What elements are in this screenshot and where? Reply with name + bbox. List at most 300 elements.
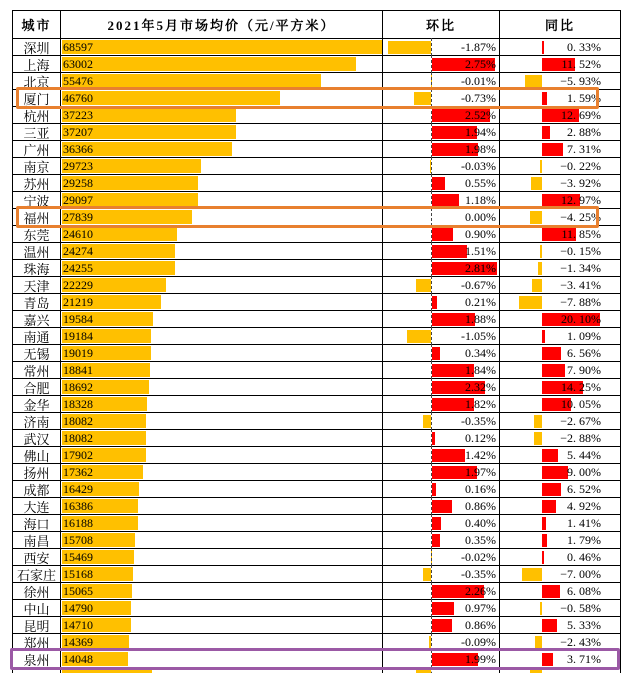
mom-zero-axis: [431, 531, 432, 549]
yoy-cell: [500, 498, 620, 514]
city-price-table: [12, 10, 621, 673]
table-row: [13, 396, 620, 413]
table-row: [13, 430, 620, 447]
yoy-value: 1. 09%: [567, 329, 601, 343]
mom-zero-axis: [431, 89, 432, 107]
yoy-cell: [500, 396, 620, 412]
price-value: 24610: [63, 227, 93, 241]
yoy-cell: [500, 73, 620, 89]
mom-zero-axis: [431, 480, 432, 498]
mom-value: 1.51%: [465, 244, 496, 258]
yoy-bar: [542, 330, 545, 343]
yoy-bar: [525, 75, 542, 88]
mom-bar: [432, 194, 459, 207]
mom-cell: [383, 158, 500, 174]
table-row: [13, 175, 620, 192]
yoy-value: 10. 05%: [561, 397, 601, 411]
yoy-bar: [542, 534, 547, 547]
city-name: 西安: [13, 549, 61, 565]
mom-bar: [423, 415, 431, 428]
table-row: [13, 362, 620, 379]
mom-zero-axis: [431, 582, 432, 600]
mom-bar: [432, 517, 441, 530]
yoy-bar: [532, 279, 542, 292]
yoy-cell: [500, 39, 620, 55]
mom-zero-axis: [431, 395, 432, 413]
price-value: 17362: [63, 465, 93, 479]
yoy-cell: [500, 260, 620, 276]
mom-cell: [383, 515, 500, 531]
mom-bar: [388, 41, 431, 54]
mom-value: 0.21%: [465, 295, 496, 309]
mom-zero-axis: [431, 514, 432, 532]
yoy-value: 20. 10%: [561, 312, 601, 326]
mom-value: -0.09%: [461, 635, 496, 649]
mom-value: 0.35%: [465, 533, 496, 547]
mom-zero-axis: [431, 565, 432, 583]
price-bar: [62, 40, 382, 54]
price-value: 19184: [63, 329, 93, 343]
table-row: [13, 107, 620, 124]
city-name: 石家庄: [13, 566, 61, 582]
city-name: 东莞: [13, 226, 61, 242]
mom-cell: [383, 447, 500, 463]
table-row: [13, 243, 620, 260]
price-cell: [61, 226, 383, 242]
yoy-bar: [542, 619, 557, 632]
price-value: 18082: [63, 431, 93, 445]
yoy-value: −3. 92%: [560, 176, 601, 190]
yoy-value: 14. 25%: [561, 380, 601, 394]
city-name: 扬州: [13, 464, 61, 480]
price-value: 19584: [63, 312, 93, 326]
yoy-value: 7. 31%: [567, 142, 601, 156]
yoy-value: −2. 67%: [560, 414, 601, 428]
table-row: [13, 141, 620, 158]
city-name: 杭州: [13, 107, 61, 123]
yoy-bar: [540, 602, 542, 615]
price-value: 16188: [63, 516, 93, 530]
mom-cell: [383, 260, 500, 276]
mom-value: 1.84%: [465, 363, 496, 377]
table-row: [13, 90, 620, 107]
yoy-cell: [500, 158, 620, 174]
mom-zero-axis: [431, 293, 432, 311]
mom-zero-axis: [431, 38, 432, 56]
mom-value: 0.90%: [465, 227, 496, 241]
yoy-cell: [500, 583, 620, 599]
price-cell: [61, 515, 383, 531]
mom-bar: [432, 602, 454, 615]
price-value: 27839: [63, 210, 93, 224]
mom-cell: [383, 651, 500, 667]
price-cell: [61, 56, 383, 72]
mom-value: 1.98%: [465, 142, 496, 156]
mom-value: 1.18%: [465, 193, 496, 207]
mom-zero-axis: [431, 429, 432, 447]
yoy-value: 9. 00%: [567, 465, 601, 479]
mom-cell: [383, 634, 500, 650]
price-value: 63002: [63, 57, 93, 71]
yoy-bar: [542, 500, 556, 513]
table-row: [13, 209, 620, 226]
city-name: 南京: [13, 158, 61, 174]
yoy-cell: [500, 328, 620, 344]
yoy-bar: [542, 92, 547, 105]
yoy-value: 0. 46%: [567, 550, 601, 564]
price-value: 21219: [63, 295, 93, 309]
yoy-cell: [500, 56, 620, 72]
table-row: [13, 260, 620, 277]
price-value: 14369: [63, 635, 93, 649]
city-name: 苏州: [13, 175, 61, 191]
partial-price-bar: [62, 669, 152, 673]
price-cell: [61, 430, 383, 446]
city-name: 昆明: [13, 617, 61, 633]
mom-cell: [383, 379, 500, 395]
price-cell: [61, 481, 383, 497]
yoy-value: 2. 88%: [567, 125, 601, 139]
yoy-bar: [542, 41, 544, 54]
mom-value: 0.86%: [465, 618, 496, 632]
mom-bar: [432, 500, 452, 513]
city-name: 宁波: [13, 192, 61, 208]
yoy-bar: [542, 126, 550, 139]
mom-value: 0.34%: [465, 346, 496, 360]
price-cell: [61, 634, 383, 650]
price-cell: [61, 583, 383, 599]
mom-bar: [416, 279, 431, 292]
table-row: [13, 447, 620, 464]
yoy-cell: [500, 430, 620, 446]
table-row: [13, 464, 620, 481]
city-name: 无锡: [13, 345, 61, 361]
yoy-cell: [500, 107, 620, 123]
table-row: [13, 158, 620, 175]
price-value: 46760: [63, 91, 93, 105]
mom-bar: [432, 245, 467, 258]
price-value: 22229: [63, 278, 93, 292]
yoy-cell: [500, 566, 620, 582]
mom-cell: [383, 464, 500, 480]
mom-cell: [383, 226, 500, 242]
mom-zero-axis: [431, 650, 432, 668]
mom-cell: [383, 124, 500, 140]
yoy-value: 6. 52%: [567, 482, 601, 496]
city-name: 中山: [13, 600, 61, 616]
price-value: 29097: [63, 193, 93, 207]
header-price: 2021年5月市场均价（元/平方米）: [61, 11, 383, 38]
yoy-value: −4. 25%: [560, 210, 601, 224]
yoy-bar: [542, 347, 561, 360]
table-row: [13, 124, 620, 141]
yoy-cell: [500, 464, 620, 480]
yoy-value: −0. 58%: [560, 601, 601, 615]
yoy-value: 7. 90%: [567, 363, 601, 377]
price-cell: [61, 294, 383, 310]
price-value: 14790: [63, 601, 93, 615]
table-row: [13, 498, 620, 515]
mom-zero-axis: [431, 157, 432, 175]
mom-value: 0.00%: [465, 210, 496, 224]
mom-value: 1.42%: [465, 448, 496, 462]
city-name: 北京: [13, 73, 61, 89]
yoy-value: 12. 69%: [561, 108, 601, 122]
mom-zero-axis: [431, 55, 432, 73]
yoy-value: 12. 97%: [561, 193, 601, 207]
city-name: 深圳: [13, 39, 61, 55]
price-value: 18328: [63, 397, 93, 411]
mom-cell: [383, 175, 500, 191]
partial-city-cell: [13, 668, 61, 673]
yoy-value: 4. 92%: [567, 499, 601, 513]
price-bar: [62, 91, 280, 105]
table-row: [13, 345, 620, 362]
yoy-value: 1. 59%: [567, 91, 601, 105]
price-value: 16429: [63, 482, 93, 496]
yoy-cell: [500, 651, 620, 667]
mom-cell: [383, 549, 500, 565]
mom-zero-axis: [431, 616, 432, 634]
mom-zero-axis: [431, 599, 432, 617]
yoy-bar: [534, 432, 542, 445]
mom-value: 0.55%: [465, 176, 496, 190]
mom-cell: [383, 39, 500, 55]
mom-cell: [383, 243, 500, 259]
yoy-cell: [500, 141, 620, 157]
mom-zero-axis: [431, 668, 432, 673]
table-row: [13, 192, 620, 209]
price-cell: [61, 362, 383, 378]
mom-cell: [383, 90, 500, 106]
yoy-bar: [530, 211, 542, 224]
mom-value: 1.97%: [465, 465, 496, 479]
yoy-cell: [500, 549, 620, 565]
mom-zero-axis: [431, 548, 432, 566]
city-name: 郑州: [13, 634, 61, 650]
price-value: 29258: [63, 176, 93, 190]
yoy-value: −2. 88%: [560, 431, 601, 445]
price-cell: [61, 124, 383, 140]
price-cell: [61, 532, 383, 548]
yoy-bar: [535, 636, 542, 649]
yoy-cell: [500, 90, 620, 106]
mom-value: 0.12%: [465, 431, 496, 445]
mom-zero-axis: [431, 497, 432, 515]
price-value: 15708: [63, 533, 93, 547]
mom-zero-axis: [431, 327, 432, 345]
city-name: 南通: [13, 328, 61, 344]
mom-zero-axis: [431, 123, 432, 141]
yoy-value: −0. 22%: [560, 159, 601, 173]
city-name: 合肥: [13, 379, 61, 395]
price-value: 24274: [63, 244, 93, 258]
price-cell: [61, 209, 383, 225]
mom-value: -0.67%: [461, 278, 496, 292]
yoy-cell: [500, 175, 620, 191]
yoy-value: −0. 15%: [560, 244, 601, 258]
city-name: 温州: [13, 243, 61, 259]
price-cell: [61, 141, 383, 157]
yoy-cell: [500, 294, 620, 310]
yoy-value: −2. 43%: [560, 635, 601, 649]
price-cell: [61, 447, 383, 463]
table-row: [13, 39, 620, 56]
price-cell: [61, 39, 383, 55]
yoy-value: 5. 44%: [567, 448, 601, 462]
yoy-cell: [500, 532, 620, 548]
city-name: 泉州: [13, 651, 61, 667]
city-name: 青岛: [13, 294, 61, 310]
yoy-bar: [522, 568, 542, 581]
mom-value: 0.40%: [465, 516, 496, 530]
mom-cell: [383, 583, 500, 599]
city-name: 广州: [13, 141, 61, 157]
price-cell: [61, 243, 383, 259]
city-name: 济南: [13, 413, 61, 429]
yoy-bar: [542, 517, 546, 530]
mom-value: 1.99%: [465, 652, 496, 666]
price-value: 19019: [63, 346, 93, 360]
yoy-value: 1. 79%: [567, 533, 601, 547]
city-name: 三亚: [13, 124, 61, 140]
mom-cell: [383, 430, 500, 446]
yoy-cell: [500, 311, 620, 327]
price-cell: [61, 328, 383, 344]
table-row: [13, 311, 620, 328]
mom-value: -1.87%: [461, 40, 496, 54]
partial-next-row: [13, 668, 620, 673]
yoy-bar: [531, 177, 542, 190]
mom-cell: [383, 532, 500, 548]
city-name: 厦门: [13, 90, 61, 106]
yoy-value: 6. 08%: [567, 584, 601, 598]
yoy-cell: [500, 617, 620, 633]
mom-zero-axis: [431, 242, 432, 260]
table-row: [13, 226, 620, 243]
mom-value: 1.82%: [465, 397, 496, 411]
price-cell: [61, 617, 383, 633]
city-name: 常州: [13, 362, 61, 378]
price-cell: [61, 158, 383, 174]
table-row: [13, 56, 620, 73]
mom-zero-axis: [431, 106, 432, 124]
mom-cell: [383, 328, 500, 344]
price-cell: [61, 277, 383, 293]
yoy-cell: [500, 345, 620, 361]
mom-cell: [383, 73, 500, 89]
price-value: 15469: [63, 550, 93, 564]
yoy-cell: [500, 481, 620, 497]
table-header-row: [13, 11, 620, 39]
table-row: [13, 617, 620, 634]
price-cell: [61, 651, 383, 667]
table-row: [13, 277, 620, 294]
mom-value: 0.86%: [465, 499, 496, 513]
yoy-cell: [500, 277, 620, 293]
table-rows: [13, 39, 620, 668]
table-row: [13, 532, 620, 549]
mom-zero-axis: [431, 446, 432, 464]
price-value: 18692: [63, 380, 93, 394]
yoy-value: 1. 41%: [567, 516, 601, 530]
header-yoy: 同比: [544, 18, 575, 33]
price-cell: [61, 498, 383, 514]
price-value: 15065: [63, 584, 93, 598]
price-cell: [61, 175, 383, 191]
mom-bar: [432, 177, 445, 190]
table-row: [13, 583, 620, 600]
price-value: 15168: [63, 567, 93, 581]
mom-value: 2.52%: [465, 108, 496, 122]
price-value: 37207: [63, 125, 93, 139]
price-cell: [61, 413, 383, 429]
mom-value: -1.05%: [461, 329, 496, 343]
yoy-cell: [500, 447, 620, 463]
yoy-value: 5. 33%: [567, 618, 601, 632]
header-mom: 环比: [383, 11, 500, 38]
yoy-cell: [500, 209, 620, 225]
mom-bar: [407, 330, 431, 343]
yoy-value: 6. 56%: [567, 346, 601, 360]
mom-zero-axis: [431, 174, 432, 192]
yoy-cell: [500, 226, 620, 242]
price-value: 55476: [63, 74, 93, 88]
price-value: 29723: [63, 159, 93, 173]
city-name: 珠海: [13, 260, 61, 276]
mom-cell: [383, 141, 500, 157]
table-row: [13, 515, 620, 532]
mom-cell: [383, 413, 500, 429]
mom-zero-axis: [431, 191, 432, 209]
yoy-bar: [542, 653, 553, 666]
yoy-value: 0. 33%: [567, 40, 601, 54]
yoy-value: 11. 85%: [561, 227, 601, 241]
mom-zero-axis: [431, 72, 432, 90]
mom-zero-axis: [431, 310, 432, 328]
mom-zero-axis: [431, 633, 432, 651]
yoy-bar: [534, 415, 542, 428]
price-cell: [61, 192, 383, 208]
table-row: [13, 634, 620, 651]
yoy-cell: [500, 515, 620, 531]
price-value: 14048: [63, 652, 93, 666]
yoy-bar: [542, 449, 558, 462]
yoy-bar: [542, 143, 563, 156]
mom-zero-axis: [431, 463, 432, 481]
yoy-value: −1. 34%: [560, 261, 601, 275]
mom-value: 2.32%: [465, 380, 496, 394]
price-value: 14710: [63, 618, 93, 632]
mom-bar: [432, 432, 435, 445]
price-value: 68597: [63, 40, 93, 54]
mom-cell: [383, 277, 500, 293]
yoy-bar: [519, 296, 542, 309]
price-value: 17902: [63, 448, 93, 462]
yoy-bar: [540, 245, 542, 258]
mom-value: 2.26%: [465, 584, 496, 598]
price-cell: [61, 90, 383, 106]
table-row: [13, 481, 620, 498]
yoy-cell: [500, 379, 620, 395]
mom-zero-axis: [431, 225, 432, 243]
yoy-bar: [542, 364, 565, 377]
yoy-value: 11. 52%: [561, 57, 601, 71]
table-row: [13, 566, 620, 583]
price-cell: [61, 311, 383, 327]
price-cell: [61, 464, 383, 480]
yoy-cell: [500, 600, 620, 616]
